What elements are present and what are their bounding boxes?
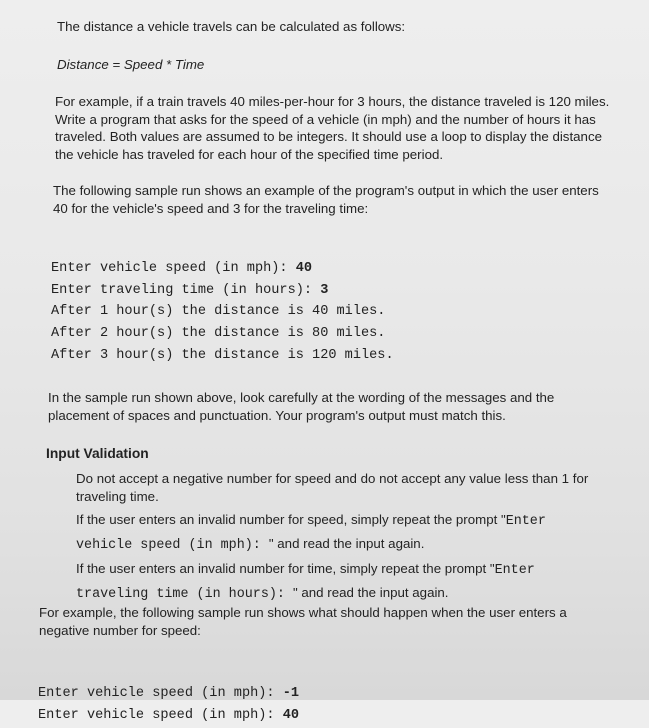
validation-heading: Input Validation [46, 446, 149, 461]
paragraph-line: In the sample run shown above, look carefully at the wording of the messages and the [48, 390, 555, 405]
paragraph-line: traveled. Both values are assumed to be integers. It should use a loop to display the distance [55, 129, 602, 144]
sample-prompt: Enter traveling time (in hours): [51, 282, 321, 298]
paragraph-line: 40 for the vehicle's speed and 3 for the traveling time: [53, 200, 369, 216]
paragraph-line: placement of spaces and punctuation. Your program's output must match this. [48, 407, 506, 423]
paragraph-wording-note [48, 389, 554, 424]
sample-line [38, 705, 299, 728]
validation-line: traveling time. [76, 488, 159, 504]
sample-prompt: Enter vehicle speed (in mph): [38, 708, 283, 723]
formula-text: Distance = Speed * Time [57, 57, 205, 72]
validation-line: Do not accept a negative number for speed and do not accept any value less than 1 for [76, 471, 589, 486]
sample-line: After 2 hour(s) the distance is 80 miles. [51, 326, 386, 342]
paragraph-line: The following sample run shows an example of the program's output in which the user enters [53, 183, 599, 198]
prompt-code: vehicle speed (in mph): [76, 537, 269, 553]
paragraph-line: For example, if a train travels 40 miles-per-hour for 3 hours, the distance traveled is 120 miles. [55, 94, 610, 109]
sample-input: 40 [282, 708, 300, 723]
validation-block [76, 470, 588, 603]
validation-time [76, 560, 588, 603]
sample-run-2 [38, 660, 299, 728]
validation-text: " and read the input again. [268, 535, 425, 551]
validation-text: If the user enters an invalid number for speed, simply repeat the prompt " [76, 512, 506, 527]
paragraph-negative-example [39, 604, 567, 639]
paragraph-line: the vehicle has traveled for each hour of the specified time period. [55, 146, 444, 162]
sample-input: -1 [282, 685, 300, 701]
paragraph-line: For example, the following sample run shows what should happen when the user enters a [39, 605, 567, 620]
paragraph-sample-intro [53, 182, 599, 217]
sample-run-1 [51, 236, 394, 367]
sample-prompt: Enter vehicle speed (in mph): [51, 260, 296, 276]
sample-prompt: Enter vehicle speed (in mph): [38, 685, 283, 701]
prompt-code: Enter [505, 514, 546, 529]
sample-line: After 3 hour(s) the distance is 120 miles. [51, 347, 394, 363]
intro-text: The distance a vehicle travels can be calculated as follows: [57, 19, 406, 34]
validation-speed [76, 511, 588, 554]
sample-input: 3 [320, 282, 329, 298]
sample-line [51, 280, 394, 302]
sample-line: After 1 hour(s) the distance is 40 miles. [51, 304, 386, 320]
paragraph-line: Write a program that asks for the speed of a vehicle (in mph) and the number of hours it has [55, 111, 596, 127]
prompt-code: Enter [494, 563, 535, 578]
paragraph-example [55, 93, 609, 163]
prompt-code: traveling time (in hours): [76, 586, 293, 602]
sample-input: 40 [295, 260, 313, 276]
sample-line [38, 683, 299, 706]
paragraph-line: negative number for speed: [39, 622, 201, 638]
validation-text: " and read the input again. [292, 584, 449, 600]
validation-text: If the user enters an invalid number for time, simply repeat the prompt " [76, 561, 495, 576]
sample-line [51, 258, 394, 280]
